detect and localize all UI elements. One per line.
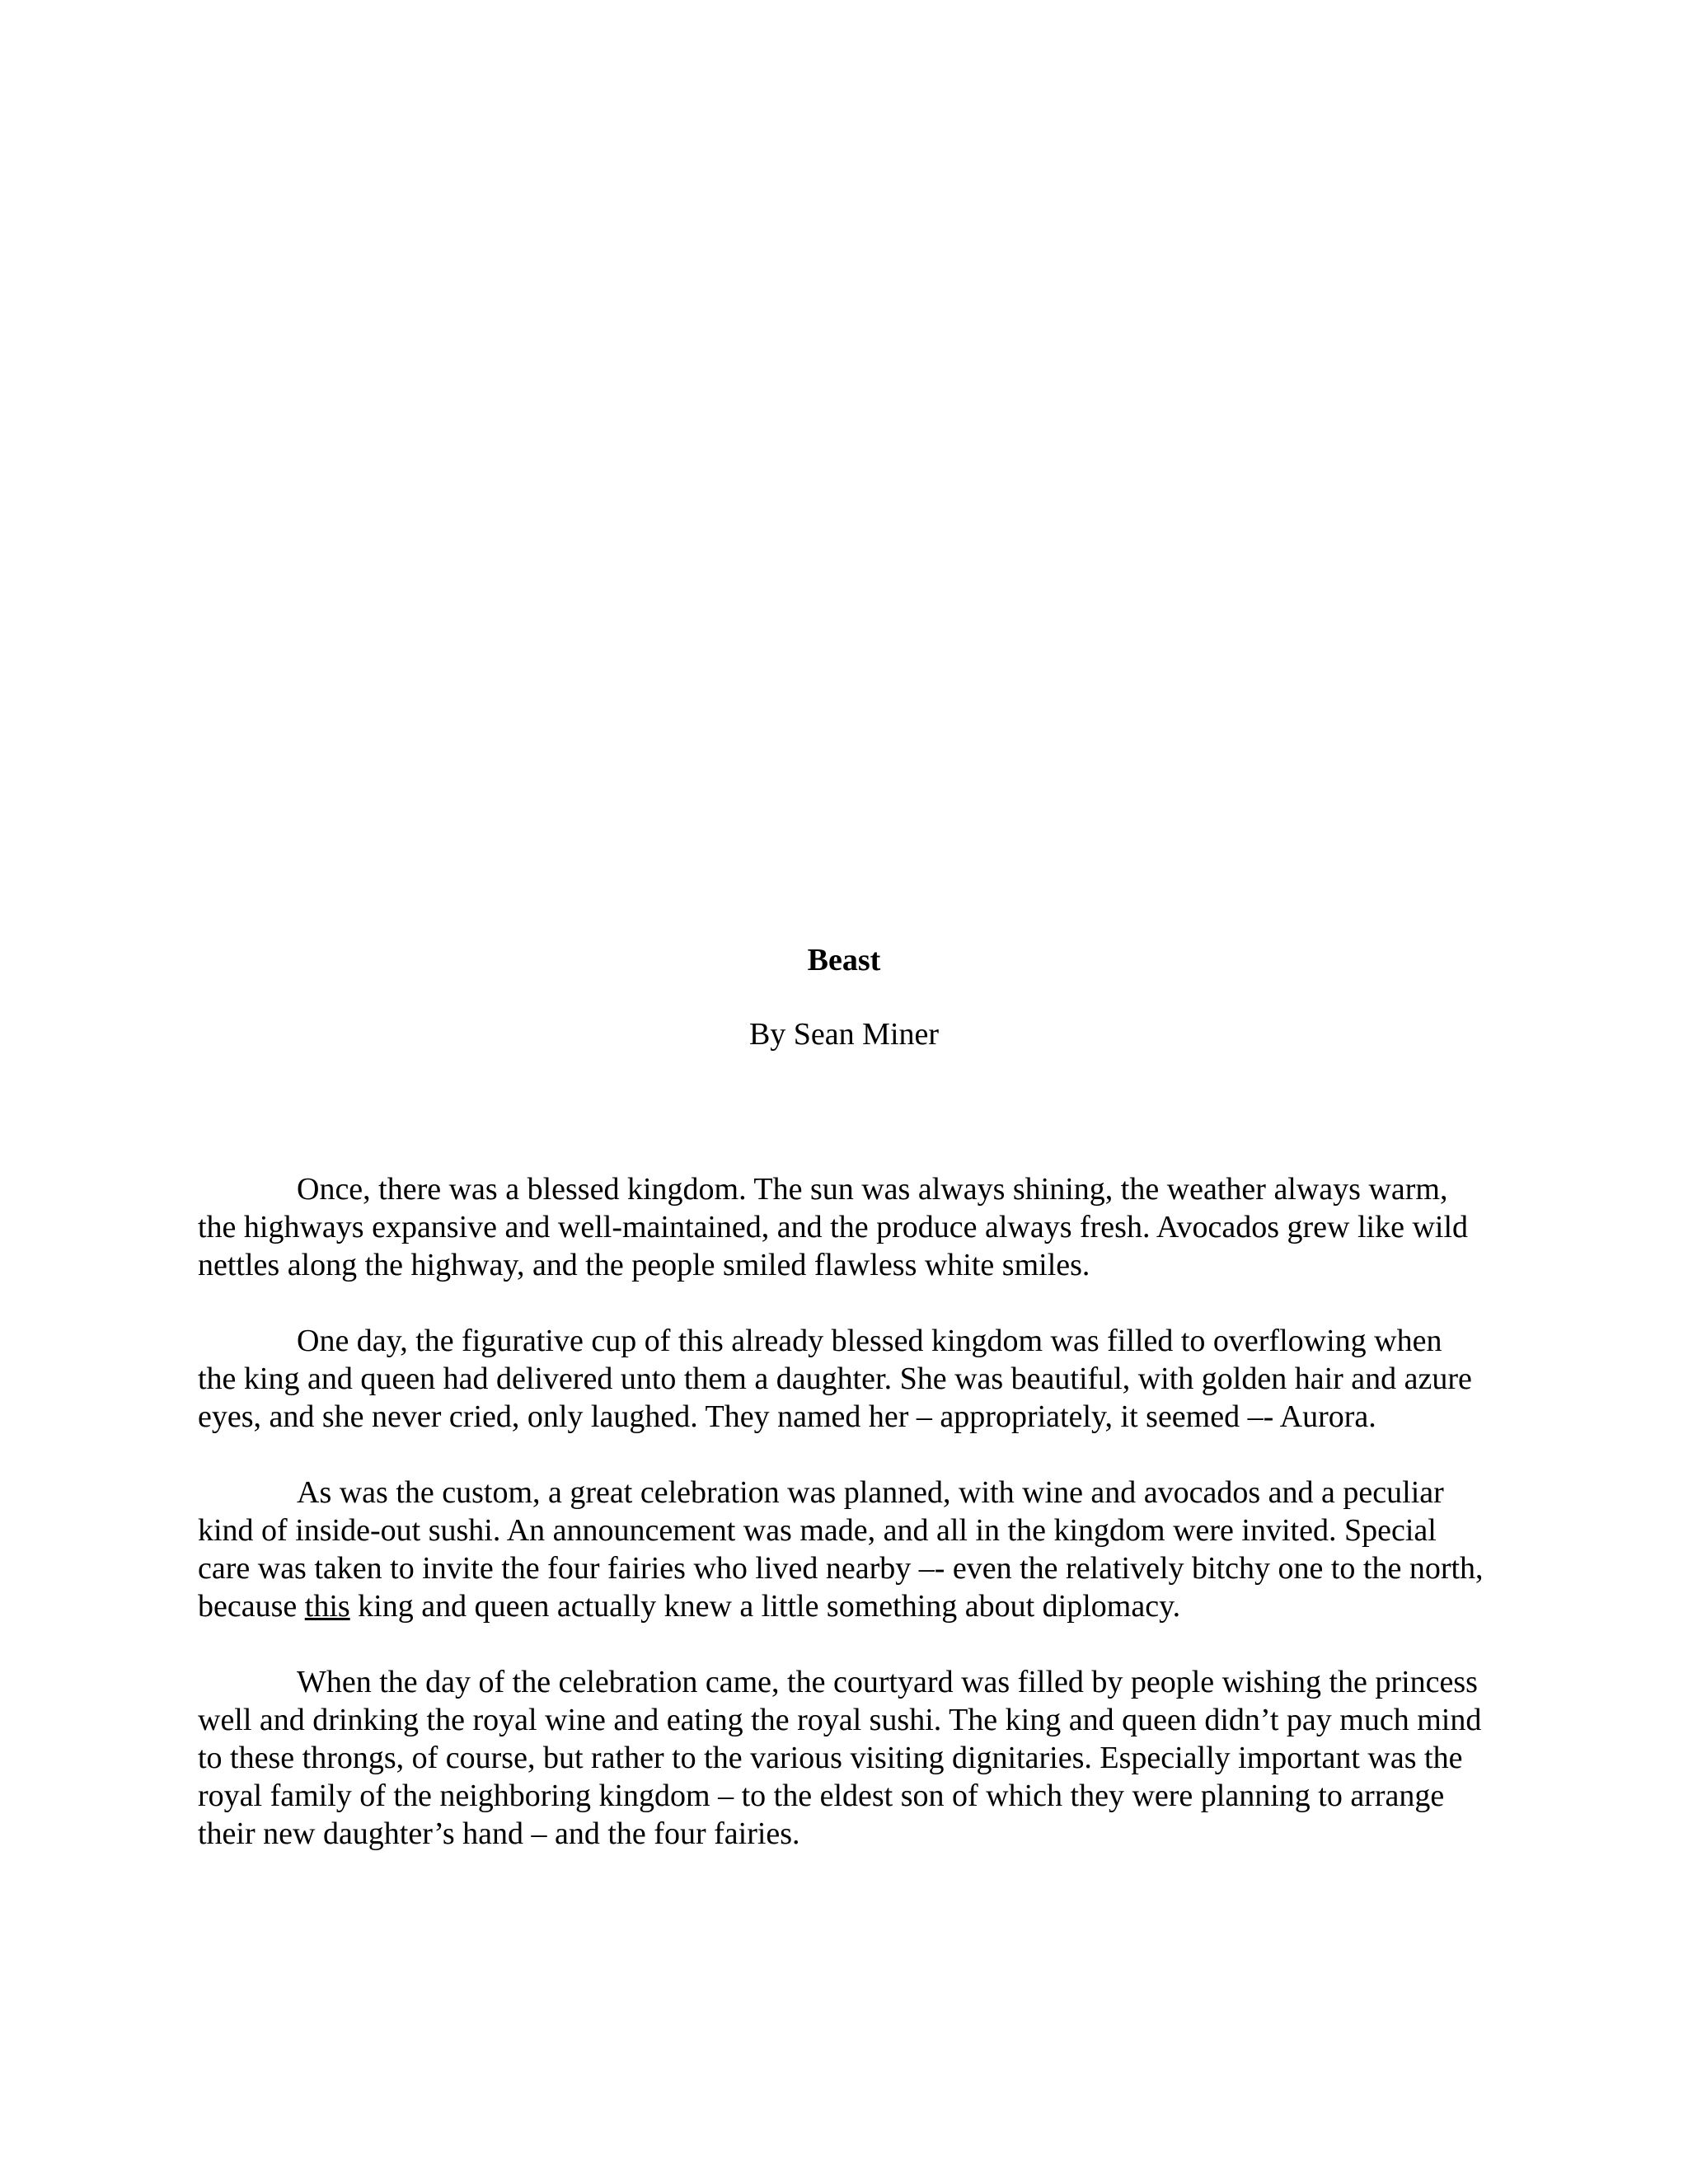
paragraph-3-text-before: As was the custom, a great celebration was planned, with wine and avocados and a peculiar kind of inside-out sushi. An announcement was made, and all in the kingdom were invited. Special care was taken to invite the four fairies who lived nearby –- even the relatively bitchy one to the north, because: [198, 1475, 1484, 1624]
paragraph-2: One day, the figurative cup of this already blessed kingdom was filled to overflowing when the king and queen had delivered unto them a daughter. She was beautiful, with golden hair and azure eyes, and she never cried, only laughed. They named her – appropriately, it seemed –- Aurora.: [198, 1324, 1472, 1434]
document-title: Beast: [807, 943, 881, 977]
paragraph-4: When the day of the celebration came, the courtyard was filled by people wishing the princess well and drinking the royal wine and eating the royal sushi. The king and queen didn’t pay much mind to these throngs, of course, but rather to the various visiting dignitaries. Especially important was the royal family of the neighboring kingdom – to the eldest son of which they were planning to arrange their new daughter’s hand – and the four fairies.: [198, 1665, 1482, 1851]
underlined-word: this: [304, 1589, 350, 1624]
paragraph-3-text-after: king and queen actually knew a little something about diplomacy.: [349, 1589, 1181, 1624]
document-body: [198, 1170, 1484, 1891]
paragraph-3: [198, 1474, 1484, 1625]
document-byline: By Sean Miner: [748, 1017, 940, 1052]
paragraph-1: Once, there was a blessed kingdom. The sun was always shining, the weather always warm, the highways expansive and well-maintained, and the produce always fresh. Avocados grew like wild nettles along the highway, and the people smiled flawless white smiles.: [198, 1172, 1469, 1282]
